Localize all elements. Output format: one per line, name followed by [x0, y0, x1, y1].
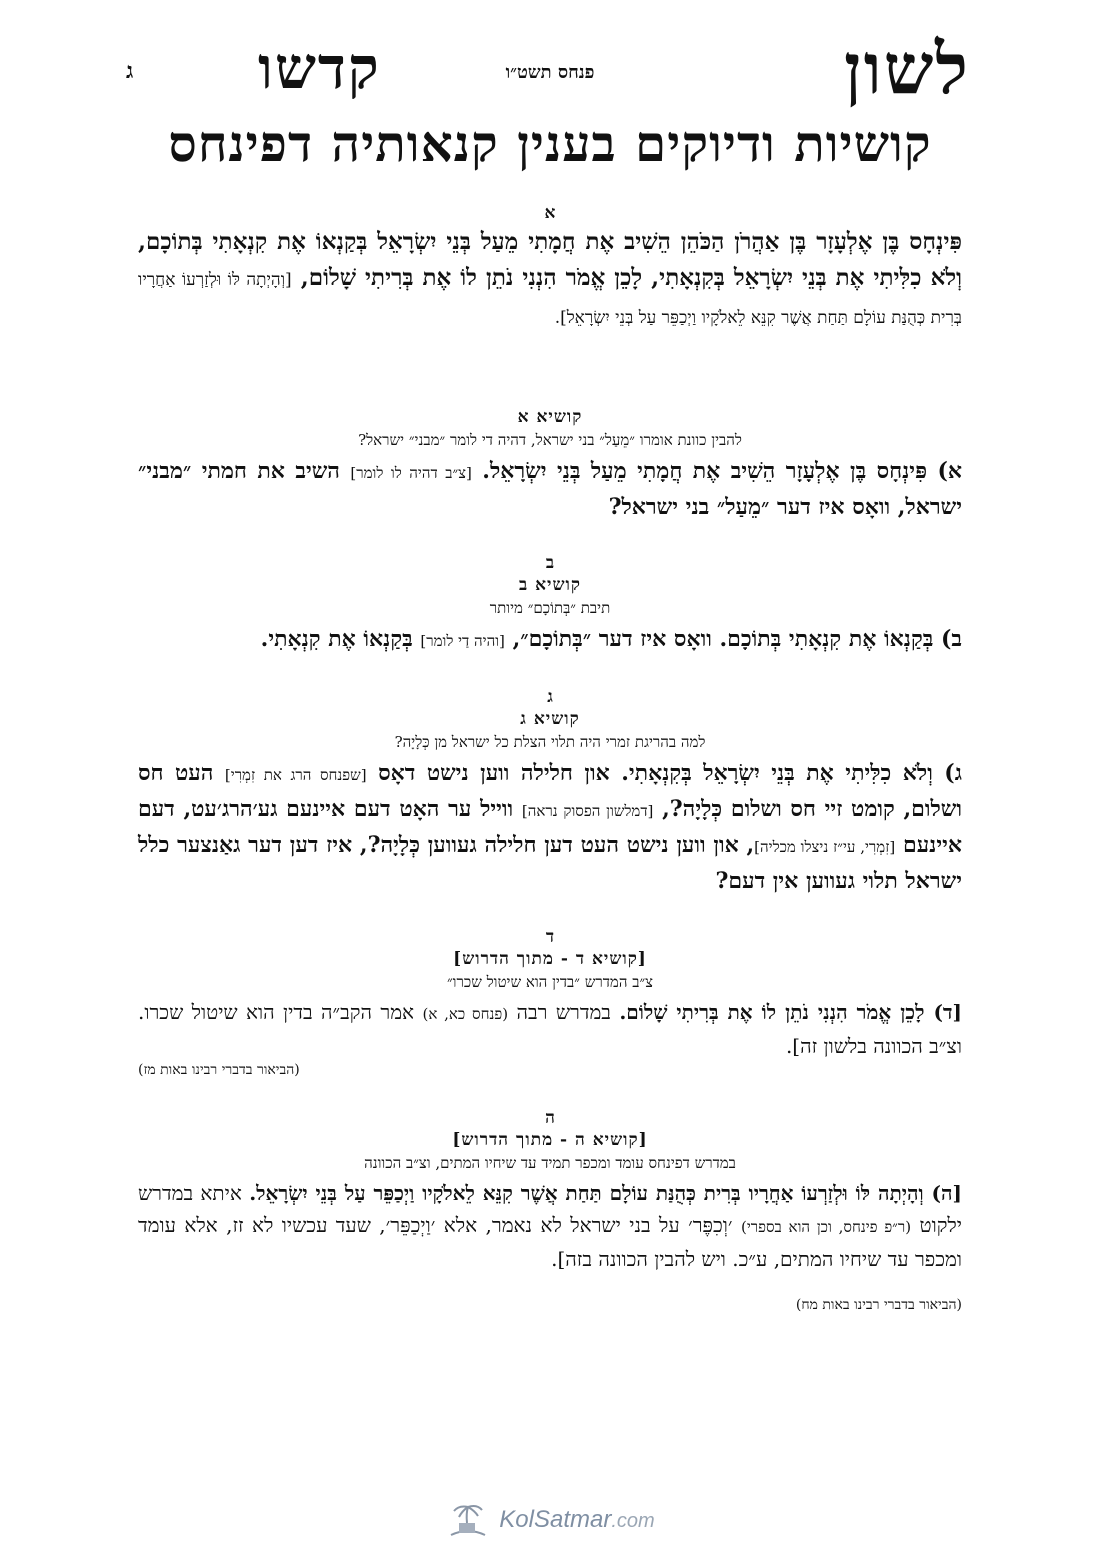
- question-5-subtitle: במדרש דפינחס עומד ומכפר תמיד עד שיחיו המתים, וצ״ב הכוונה: [364, 1154, 736, 1172]
- intro-verse: [138, 224, 962, 336]
- question-4-text-2: אמר הקב״ה בדין הוא שיטול שכרו. וצ״ב הכוונה בלשון זה].: [138, 1000, 962, 1058]
- site-logo: [0, 1500, 1100, 1540]
- question-4-reference: (פנחס כא, א): [422, 1005, 509, 1023]
- question-3-heading: קושיא ג: [520, 709, 580, 729]
- site-logo-domain: .com: [611, 1510, 655, 1532]
- site-logo-name: KolSatmar: [499, 1506, 612, 1533]
- intro-verse-bracket: [וְהָיְתָה לּוֹ וּלְזַרְעוֹ אַחֲרָיו בְּרִית כְּהֻנַּת עוֹלָם תַּחַת אֲשֶׁר קִנֵּא לֵאלֹקָיו וַיְכַפֵּר עַל בְּנֵי יִשְׂרָאֵל].: [138, 270, 962, 328]
- question-5-verse: [ה) וְהָיְתָה לּוֹ וּלְזַרְעוֹ אַחֲרָיו בְּרִית כְּהֻנַּת עוֹלָם תַּחַת אֲשֶׁר קִנֵּא לֵאלֹקָיו וַיְכַפֵּר עַל בְּנֵי יִשְׂרָאֵל.: [249, 1181, 962, 1205]
- question-3-text: [138, 756, 962, 898]
- page-letter: ג: [126, 58, 134, 84]
- question-4-heading: [קושיא ד - מתוך הדרוש]: [453, 949, 647, 969]
- question-5-text-2: ׳וְכִפֶּר׳ על בני ישראל לא נאמר, אלא ׳וַיְכַפֵּר׳, שעד עכשיו לא זז, אלא עומד ומכפר עד שיחיו המתים, ע״כ. ויש להבין הכוונה בזה].: [138, 1213, 962, 1271]
- masthead-title-right: לשון: [843, 27, 970, 110]
- question-5-text: [138, 1177, 962, 1275]
- question-4-subtitle: צ״ב המדרש ״בדין הוא שיטול שכרו״: [446, 973, 654, 991]
- question-3-bracket-1: [שפנחס הרג את זִמְרִי]: [224, 766, 367, 784]
- masthead-title-left: קדשו: [258, 34, 381, 102]
- question-1-bracket: [צ״ב דהיה לו לומר]: [350, 464, 472, 482]
- question-1-text: [138, 454, 962, 524]
- question-4-text-1: במדרש רבה: [516, 1000, 611, 1024]
- question-4-verse: [ד) לָכֵן אֱמֹר הִנְנִי נֹתֵן לוֹ אֶת בְּרִיתִי שָׁלוֹם.: [619, 1000, 962, 1024]
- question-2-letter: ב: [545, 553, 555, 573]
- content-body: [138, 202, 962, 1314]
- question-5-note: (הביאור בדברי רבינו באות מח): [795, 1297, 962, 1313]
- question-2-subtitle: תיבת ״בְּתוֹכָם״ מיותר: [489, 599, 611, 617]
- palm-island-icon: [445, 1501, 491, 1539]
- question-3-letter: ג: [547, 687, 553, 707]
- question-1-subtitle: להבין כוונת אומרו ״מֵעַל״ בני ישראל, דהיה די לומר ״מבני״ ישראל?: [358, 431, 742, 449]
- question-1-heading: קושיא א: [517, 407, 583, 427]
- question-4-letter: ד: [545, 927, 555, 947]
- question-3-part-4: , און ווען נישט העט דען חלילה געווען כְּלָיָה?, איז דען דער גאַנצער כלל ישראל תלוי געווען אין דעם?: [138, 832, 962, 894]
- question-2-rest: בְּקַנְאוֹ אֶת קִנְאָתִי.: [260, 626, 413, 652]
- question-5-reference: (ר״פ פינחס, וכן הוא בספרי): [740, 1218, 912, 1236]
- site-logo-text: [499, 1506, 654, 1534]
- parsha-label: פנחס תשט״ו: [505, 62, 595, 83]
- question-5-heading: [קושיא ה - מתוך הדרוש]: [452, 1130, 648, 1150]
- question-2-bracket: [והיה דַי לומר]: [420, 632, 505, 650]
- question-4-text: [138, 996, 962, 1062]
- page-title: קושיות ודיוקים בענין קנאותיה דפינחס: [168, 114, 932, 173]
- intro-verse-main: פִּינְחָס בֶּן אֶלְעָזָר בֶּן אַהֲרֹן הַכֹּהֵן הֵשִׁיב אֶת חֲמָתִי מֵעַל בְּנֵי יִשְׂרָאֵל בְּקַנְאוֹ אֶת קִנְאָתִי בְּתוֹכָם, וְלֹא כִלִּיתִי אֶת בְּנֵי יִשְׂרָאֵל בְּקִנְאָתִי, לָכֵן אֱמֹר הִנְנִי נֹתֵן לוֹ אֶת בְּרִיתִי שָׁלוֹם,: [138, 228, 962, 291]
- question-5-letter: ה: [545, 1108, 555, 1128]
- question-3-part-2: העט חס ושלום, קומט זיי חס ושלום כְּלָיָה?,: [138, 760, 962, 822]
- question-1-verse: א) פִּינְחָס בֶּן אֶלְעָזָר הֵשִׁיב אֶת חֲמָתִי מֵעַל בְּנֵי יִשְׂרָאֵל.: [482, 458, 963, 484]
- intro-section-letter: א: [544, 203, 556, 223]
- question-3-part-3: ווייל ער האָט דעם איינעם גע׳הרג׳עט, דעם איינעם: [138, 796, 962, 858]
- question-4-note-line: [138, 1062, 962, 1079]
- question-2-heading: קושיא ב: [519, 575, 581, 595]
- question-2-verse: ב) בְּקַנְאוֹ אֶת קִנְאָתִי בְּתוֹכָם. וואָס איז דער ״בְּתוֹכָם״,: [512, 626, 962, 652]
- question-3-part-1: ג) וְלֹא כִלִּיתִי אֶת בְּנֵי יִשְׂרָאֵל בְּקִנְאָתִי. און חלילה ווען נישט דאָס: [378, 760, 962, 786]
- question-3-subtitle: למה בהריגת זמרי היה תלוי הצלת כל ישראל מן כְּלָיָה?: [394, 733, 706, 751]
- question-3-bracket-2: [דמלשון הפסוק נראה]: [521, 802, 654, 820]
- question-5-text-1: איתא במדרש ילקוט: [138, 1181, 963, 1237]
- question-1-rest: השיב את חמתי ״מבני״ ישראל, וואָס איז דער ״מֵעַל״ בני ישראל?: [138, 458, 962, 520]
- masthead: [126, 27, 970, 118]
- question-2-text: [138, 622, 962, 658]
- question-3-bracket-3: [זִמְרִי, עי״ז ניצלו מכליה]: [754, 838, 896, 856]
- question-4-note: (הביאור בדברי רבינו באות מז): [138, 1062, 300, 1078]
